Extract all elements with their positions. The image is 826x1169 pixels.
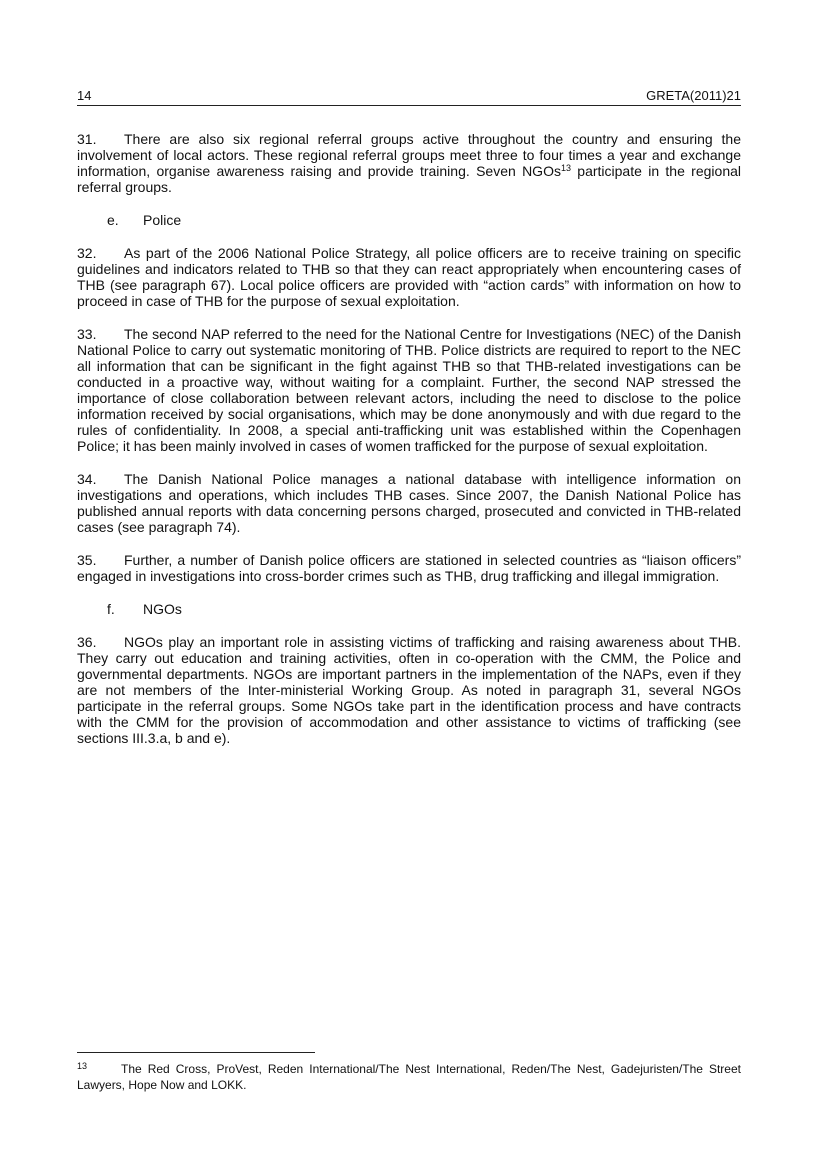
paragraph-36 [77,634,741,746]
section-heading-police [77,212,741,228]
heading-letter: e. [107,212,119,228]
paragraph-number: 34. [77,471,97,487]
footnote [77,1058,741,1093]
paragraph-text: Further, a number of Danish police officers are stationed in selected countries as “liaison officers” engaged in investigations into cross-border crimes such as THB, drug trafficking and illegal immigration. [77,552,741,584]
paragraph-text: NGOs play an important role in assisting victims of trafficking and raising awareness about THB. They carry out education and training activities, often in co-operation with the CMM, the Police and governmental departments. NGOs are important partners in the implementation of the NAPs, even if they are not members of the Inter-ministerial Working Group. As noted in paragraph 31, several NGOs participate in the referral groups. Some NGOs take part in the identification process and have contracts with the CMM for the provision of accommodation and other assistance to victims of trafficking (see sections III.3.a, b and e). [77,634,741,746]
paragraph-text: The Danish National Police manages a national database with intelligence information on investigations and operations, which includes THB cases. Since 2007, the Danish National Police has published annual reports with data concerning persons charged, prosecuted and convicted in THB-related cases (see paragraph 74). [77,471,741,535]
paragraph-number: 33. [77,326,97,342]
section-heading-ngos [77,601,741,617]
page-number: 14 [77,88,92,103]
heading-title: Police [143,212,182,228]
footnote-divider [77,1052,315,1053]
paragraph-text: As part of the 2006 National Police Strategy, all police officers are to receive training on specific guidelines and indicators related to THB so that they can react appropriately when encountering cases of THB (see paragraph 67). Local police officers are provided with “action cards” with information on how to proceed in case of THB for the purpose of sexual exploitation. [77,245,741,309]
footnote-mark: 13 [77,1061,88,1071]
heading-title: NGOs [143,601,182,617]
heading-letter: f. [107,601,115,617]
paragraph-33 [77,326,741,454]
paragraph-35 [77,552,741,584]
paragraph-32 [77,245,741,309]
footnote-reference[interactable]: 13 [560,163,571,173]
paragraph-number: 35. [77,552,97,568]
paragraph-number: 32. [77,245,97,261]
paragraph-number: 31. [77,131,97,147]
page-header [77,88,741,103]
document-code: GRETA(2011)21 [646,88,741,103]
paragraph-34 [77,471,741,535]
paragraph-31 [77,131,741,195]
footnote-text: The Red Cross, ProVest, Reden International/The Nest International, Reden/The Nest, Gadejuristen/The Street Lawyers, Hope Now and LOKK. [77,1062,741,1092]
paragraph-text: There are also six regional referral groups active throughout the country and ensuring the involvement of local actors. These regional referral groups meet three to four times a year and exchange information, organise awareness raising and provide training. Seven NGOs [77,131,741,179]
header-divider [77,105,741,106]
paragraph-text: The second NAP referred to the need for the National Centre for Investigations (NEC) of the Danish National Police to carry out systematic monitoring of THB. Police districts are required to report to the NEC all information that can be significant in the fight against THB so that THB-related investigations can be conducted in a proactive way, without waiting for a complaint. Further, the second NAP stressed the importance of close collaboration between relevant actors, including the need to disclose to the police information received by social organisations, which may be done anonymously and with due regard to the rules of confidentiality. In 2008, a special anti-trafficking unit was established within the Copenhagen Police; it has been mainly involved in cases of women trafficked for the purpose of sexual exploitation. [77,326,741,454]
paragraph-text: participate in the regional referral groups. [77,163,742,195]
document-body [77,131,741,763]
paragraph-number: 36. [77,634,97,650]
